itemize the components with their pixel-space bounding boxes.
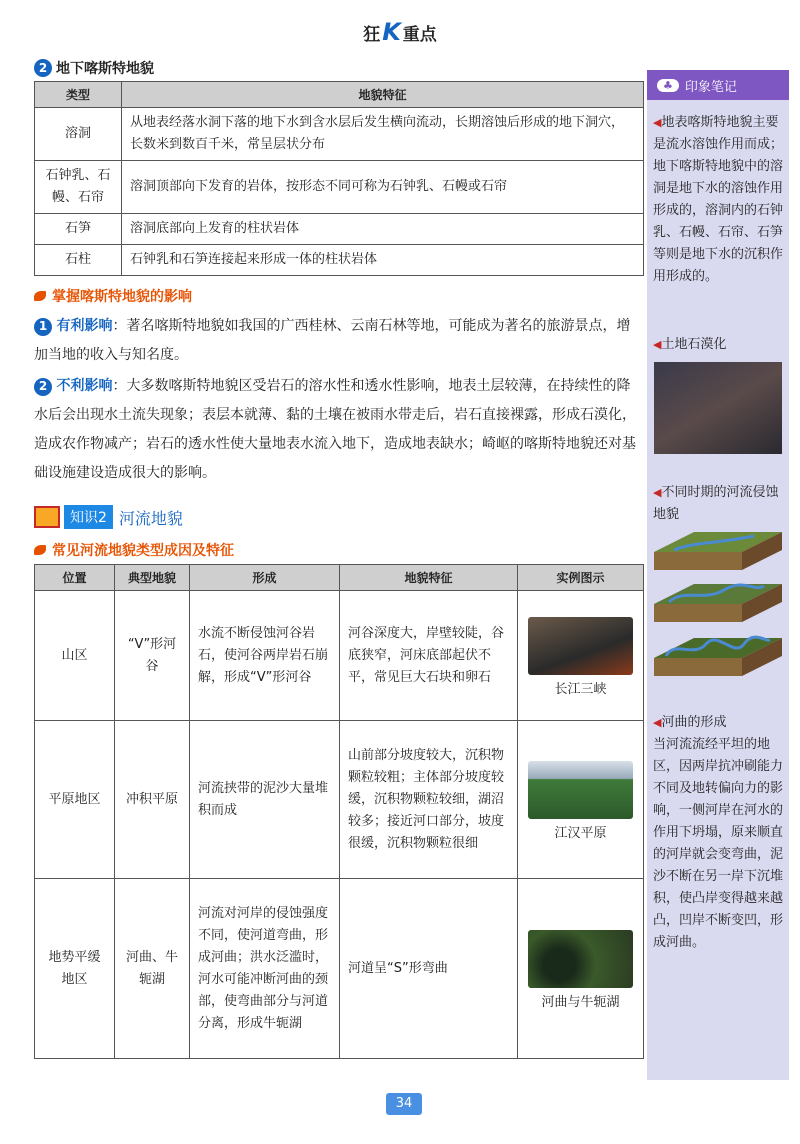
impact-paragraph-negative — [34, 372, 644, 488]
river-table-header: 形成 — [190, 565, 340, 591]
impact-title: 掌握喀斯特地貌的影响 — [52, 289, 192, 305]
note-title: 河曲的形成 — [661, 715, 727, 730]
sidebar-note — [647, 482, 789, 526]
table-cell: “V”形河谷 — [115, 591, 190, 721]
leaf-icon — [34, 291, 46, 301]
river-table-header: 典型地貌 — [115, 565, 190, 591]
impact-p1-text: ：著名喀斯特地貌如我国的广西桂林、云南石林等地，可能成为著名的旅游景点，增加当地的收入与知名度。 — [34, 318, 631, 363]
knowledge-title: 河流地貌 — [118, 508, 183, 528]
section2-title: 常见河流地貌类型成因及特征 — [52, 543, 234, 559]
note-text: 不同时期的河流侵蚀地貌 — [653, 485, 779, 522]
table-cell: 河流挟带的泥沙大量堆积而成 — [190, 721, 340, 879]
knowledge-tag: 知识2 — [64, 505, 113, 529]
table-cell: 河道呈“S”形弯曲 — [340, 879, 518, 1059]
meander-photo — [528, 930, 633, 988]
sidebar-note — [647, 334, 789, 356]
page-number: 34 — [386, 1093, 422, 1115]
table-row — [35, 108, 644, 161]
table-cell: 水流不断侵蚀河谷岩石，使河谷两岸岩石崩解，形成“V”形河谷 — [190, 591, 340, 721]
table-cell: 河谷深度大，岸壁较陡，谷底狭窄，河床底部起伏不平，常见巨大石块和卵石 — [340, 591, 518, 721]
impact-p2-text: ：大多数喀斯特地貌区受岩石的溶水性和透水性影响，地表土层较薄，在持续性的降水后会出现水土流失现象；表层本就薄、黏的土壤在被雨水带走后，岩石直接裸露，形成石漠化，造成农作物减产；岩石的透水性使大量地表水流入地下，造成地表缺水；崎岖的喀斯特地貌还对基础设施建设造成很大的影响。 — [34, 378, 636, 481]
table-cell-image — [518, 879, 644, 1059]
table-cell: 石钟乳、石幔、石帘 — [35, 161, 122, 214]
header-left: 狂 — [363, 25, 381, 45]
leaf-icon — [34, 545, 46, 555]
table-row — [35, 245, 644, 276]
river-table-header: 地貌特征 — [340, 565, 518, 591]
knowledge-heading — [34, 504, 644, 530]
photo-caption: 长江三峡 — [554, 681, 607, 697]
table-cell: 石钟乳和石笋连接起来形成一体的柱状岩体 — [122, 245, 644, 276]
river-table-header: 位置 — [35, 565, 115, 591]
gorge-photo — [528, 617, 633, 675]
table-cell: 冲积平原 — [115, 721, 190, 879]
table-cell: 溶洞顶部向下发育的岩体，按形态不同可称为石钟乳、石幔或石帘 — [122, 161, 644, 214]
river-table — [34, 564, 644, 1059]
table-cell: 溶洞底部向上发育的柱状岩体 — [122, 214, 644, 245]
main-content — [34, 55, 644, 1059]
table-row — [35, 214, 644, 245]
karst-table — [34, 81, 644, 276]
section1-title-text: 地下喀斯特地貌 — [56, 61, 154, 77]
table-row — [35, 591, 644, 721]
table-cell-image — [518, 591, 644, 721]
sidebar-note — [647, 712, 789, 954]
table-row — [35, 721, 644, 879]
table-cell: 溶洞 — [35, 108, 122, 161]
page-header — [0, 18, 800, 46]
triangle-icon: ◀ — [653, 116, 662, 129]
section1-title — [34, 55, 644, 81]
table-cell: 河流对河岸的侵蚀强度不同，使河道弯曲，形成河曲；洪水泛滥时，河水可能冲断河曲的颈部，使弯曲部分与河道分离，形成牛轭湖 — [190, 879, 340, 1059]
impact-p1-label: 有利影响 — [56, 318, 113, 334]
section2-heading — [34, 536, 644, 564]
note-text: 当河流流经平坦的地区，因两岸抗冲刷能力不同及地转偏向力的影响，一侧河岸在河水的作用下坍塌，原来顺直的河岸就会变弯曲，泥沙不断在另一岸下沉堆积，使凸岸变得越来越凸，凹岸不断变凹，形成河曲。 — [653, 737, 784, 950]
note-text: 地表喀斯特地貌主要是流水溶蚀作用而成；地下喀斯特地貌中的溶洞是地下水的溶蚀作用形成的，溶洞内的石钟乳、石幔、石帘、石笋等则是地下水的沉积作用形成的。 — [653, 115, 784, 284]
impact-p1-number: 1 — [34, 318, 52, 336]
table-cell-image — [518, 721, 644, 879]
table-cell: 从地表经落水洞下落的地下水到含水层后发生横向流动，长期溶蚀后形成的地下洞穴，长数米到数百千米，常呈层状分布 — [122, 108, 644, 161]
sidebar-header — [647, 70, 789, 100]
table-cell: 山区 — [35, 591, 115, 721]
sidebar-note — [647, 112, 789, 288]
table-cell: 河曲、牛轭湖 — [115, 879, 190, 1059]
impact-paragraph-positive — [34, 312, 644, 370]
karst-table-header: 地貌特征 — [122, 82, 644, 108]
table-cell: 地势平缓地区 — [35, 879, 115, 1059]
plain-photo — [528, 761, 633, 819]
table-cell: 石柱 — [35, 245, 122, 276]
header-k-logo: K — [382, 18, 401, 46]
book-icon — [34, 506, 60, 528]
impact-heading — [34, 282, 644, 310]
table-row — [35, 879, 644, 1059]
sidebar-notes — [647, 70, 789, 1080]
header-right: 重点 — [402, 25, 437, 45]
triangle-icon: ◀ — [653, 486, 662, 499]
section1-number: 2 — [34, 59, 52, 77]
river-table-header: 实例图示 — [518, 565, 644, 591]
table-row — [35, 161, 644, 214]
triangle-icon: ◀ — [653, 338, 662, 351]
table-cell: 山前部分坡度较大，沉积物颗粒较粗；主体部分坡度较缓，沉积物颗粒较细，湖沼较多；接近河口部分，坡度很缓，沉积物颗粒很细 — [340, 721, 518, 879]
river-erosion-diagram — [654, 532, 782, 682]
photo-caption: 江汉平原 — [554, 825, 607, 841]
impact-p2-number: 2 — [34, 378, 52, 396]
table-cell: 平原地区 — [35, 721, 115, 879]
desertification-photo — [654, 362, 782, 454]
table-cell: 石笋 — [35, 214, 122, 245]
elephant-icon: ♣ — [657, 79, 679, 92]
sidebar-title: 印象笔记 — [684, 79, 737, 95]
photo-caption: 河曲与牛轭湖 — [541, 994, 620, 1010]
impact-p2-label: 不利影响 — [56, 378, 113, 394]
triangle-icon: ◀ — [653, 716, 662, 729]
karst-table-header: 类型 — [35, 82, 122, 108]
note-text: 土地石漠化 — [661, 337, 727, 352]
